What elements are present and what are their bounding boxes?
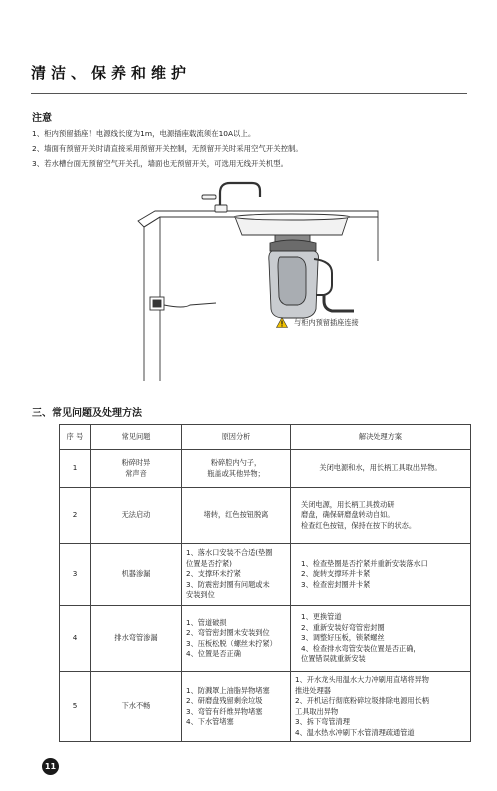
title-divider	[31, 93, 467, 94]
table-row	[60, 672, 471, 742]
food-waste-disposer	[269, 235, 354, 318]
page-number: 11	[42, 758, 59, 775]
cause-line: 2、研磨盘残留剩余垃圾	[186, 696, 263, 705]
fix-line: 2、重新安装好弯管密封圈	[301, 622, 385, 632]
cause-line: 1、防溅罩上油脂异物堵塞	[186, 685, 270, 695]
header-fix: 解决处理方案	[291, 425, 471, 450]
faq-heading: 三、常见问题及处理方法	[32, 408, 142, 419]
row-issue	[91, 672, 182, 742]
row-no: 1	[60, 450, 91, 488]
cause-line: 瓶盖或其他异物；	[207, 468, 265, 478]
row-cause	[182, 672, 291, 742]
row-cause	[182, 488, 291, 544]
notice-item: 2、墙面有预留开关时请直接采用预留开关控制，无预留开关时采用空气开关控制。	[32, 144, 303, 153]
cabinet-outline	[138, 211, 378, 381]
faq-header-row	[60, 425, 471, 450]
warning-icon	[276, 317, 288, 328]
table-row	[60, 544, 471, 606]
issue-line: 机器渗漏	[121, 569, 151, 579]
cause-line: 4、位置是否正确	[186, 649, 241, 658]
fix-line: 位置错误就重新安装	[301, 654, 366, 664]
issue-line: 无法启动	[121, 510, 151, 520]
fix-line: 3、拆下弯管清理	[295, 717, 350, 726]
row-cause	[182, 544, 291, 606]
table-row	[60, 450, 471, 488]
row-issue	[91, 544, 182, 606]
fix-line: 推进处理器	[295, 685, 331, 695]
row-fix	[291, 488, 471, 544]
cause-line: 2、弯管密封圈未安装到位	[186, 628, 270, 637]
fix-line: 关闭电源，用长柄工具拨动研	[301, 499, 395, 509]
row-no: 5	[60, 672, 91, 742]
cause-line: 3、防震密封圈有问题或未	[186, 579, 270, 589]
row-no: 3	[60, 544, 91, 606]
row-cause	[182, 606, 291, 672]
fix-line: 关闭电源和水，用长柄工具取出异物。	[319, 463, 442, 473]
notice-item: 1、柜内预留插座！电源线长度为1m，电源插座载流须在10A以上。	[32, 129, 256, 138]
row-fix	[291, 544, 471, 606]
installation-illustration	[120, 181, 390, 381]
row-cause	[182, 450, 291, 488]
cause-line: 2、支撑环未拧紧	[186, 569, 241, 579]
table-row	[60, 606, 471, 672]
row-issue	[91, 488, 182, 544]
row-issue	[91, 450, 182, 488]
cause-line: 堵转，红色按钮脱离	[203, 510, 269, 520]
page-title: 清洁、保养和维护	[31, 64, 192, 82]
cause-line: 3、弯管有纤维异物堵塞	[186, 706, 263, 716]
notice-list	[32, 126, 303, 171]
faucet-icon	[202, 183, 260, 212]
cause-line: 1、落水口安装不合适(垫圈	[186, 548, 273, 558]
fix-line: 4、温水热水冲刷下水管清理疏通管道	[295, 727, 415, 737]
power-outlet-icon	[150, 297, 216, 310]
issue-line: 常声音	[125, 468, 147, 478]
fix-line: 1、更换管道	[301, 612, 342, 622]
header-cause: 原因分析	[182, 425, 291, 450]
row-no: 2	[60, 488, 91, 544]
cause-line: 位置是否拧紧)	[186, 558, 232, 568]
cause-line: 粉碎腔内勺子，	[210, 458, 262, 467]
cause-line: 安装到位	[186, 590, 215, 600]
cause-line: 3、压板松脱（螺丝未拧紧）	[186, 638, 277, 648]
sink-bowl	[234, 214, 350, 235]
cause-line: 4、下水管堵塞	[186, 717, 234, 726]
warning-row	[276, 317, 359, 328]
header-no: 序 号	[60, 425, 91, 450]
fix-line: 1、开水龙头用温水大力冲刷用直堵将异物	[295, 675, 429, 684]
fix-line: 工具取出异物	[295, 706, 339, 716]
issue-line: 下水不畅	[121, 701, 151, 711]
faq-table	[59, 424, 471, 742]
fix-line: 4、检查排水弯管安装位置是否正确，	[301, 643, 421, 653]
notice-item: 3、若水槽台面无预留空气开关孔，墙面也无预留开关，可选用无线开关机型。	[32, 159, 288, 168]
cause-line: 1、管道破损	[186, 617, 227, 627]
issue-line: 粉碎时异	[121, 458, 151, 467]
fix-line: 2、开机运行彻底粉碎垃圾排除电源用长柄	[295, 696, 429, 705]
fix-line: 检查红色按钮，保持在按下的状态。	[301, 520, 417, 530]
table-row	[60, 488, 471, 544]
row-fix	[291, 450, 471, 488]
row-no: 4	[60, 606, 91, 672]
warning-label: 与柜内预留插座连接	[294, 317, 359, 327]
fix-line: 3、调整好压板，锁紧螺丝	[301, 633, 385, 643]
header-issue: 常见问题	[91, 425, 182, 450]
row-issue	[91, 606, 182, 672]
notice-heading: 注意	[32, 113, 52, 124]
fix-line: 2、旋转支撑环并卡紧	[301, 569, 371, 579]
row-fix	[291, 606, 471, 672]
fix-line: 1、检查垫圈是否拧紧并重新安装落水口	[301, 558, 428, 568]
row-fix	[291, 672, 471, 742]
issue-line: 排水弯管渗漏	[114, 633, 158, 643]
fix-line: 3、检查密封圈并卡紧	[301, 579, 371, 589]
fix-line: 磨盘，确保研磨盘转动自如。	[301, 510, 395, 520]
